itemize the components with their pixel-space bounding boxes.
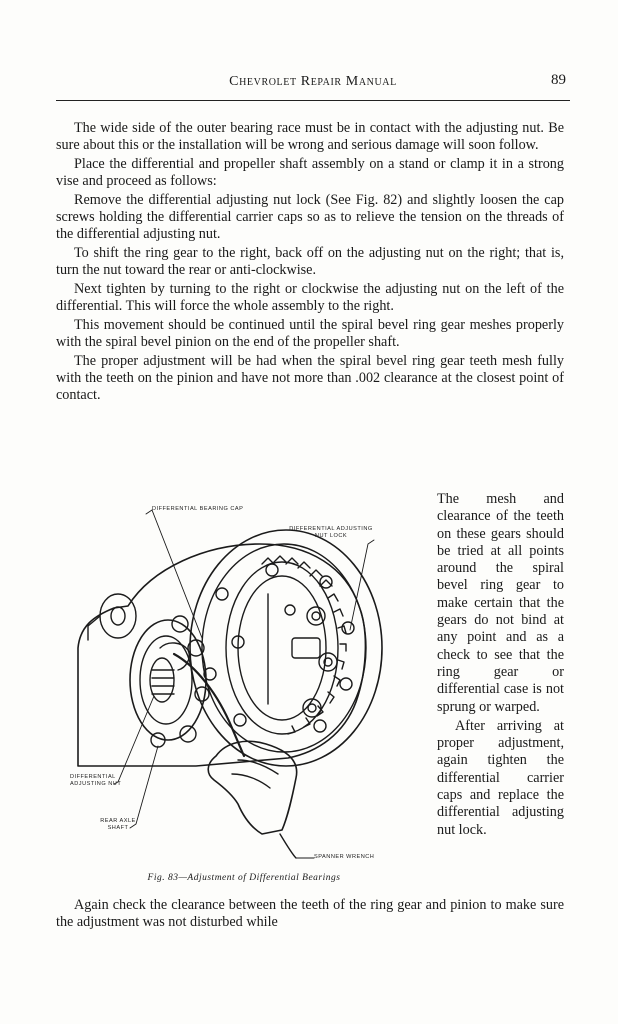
side-paragraph: The mesh and clearance of the teeth on these gears should be tried at all points around the spiral bevel ring gear to make certain that the gears do not bind at any point and as a check to see that the ring gear or differential case is not sprung or warped. xyxy=(437,491,564,715)
figure-83 xyxy=(56,498,432,896)
running-title: Chevrolet Repair Manual xyxy=(229,74,397,89)
closing-text xyxy=(56,897,564,932)
label-nut-lock xyxy=(286,526,376,540)
side-column xyxy=(437,491,564,839)
figure-caption: Fig. 83—Adjustment of Differential Bearings xyxy=(147,873,341,883)
label-rear-axle: REAR AXLE SHAFT xyxy=(100,818,136,831)
paragraph: Again check the clearance between the teeth of the ring gear and pinion to make sure the adjustment was not disturbed while xyxy=(56,897,564,931)
label-bearing-cap: DIFFERENTIAL BEARING CAP xyxy=(152,506,244,512)
label-nut-lock-text: DIFFERENTIAL ADJUSTING NUT LOCK xyxy=(289,526,373,539)
differential-illustration xyxy=(56,498,432,868)
side-paragraph: After arriving at proper adjustment, again tighten the differential carrier caps and replace the differential adjusting nut lock. xyxy=(437,717,564,838)
paragraph: Next tighten by turning to the right or clockwise the adjusting nut on the left of the differential. This will force the whole assembly to the right. xyxy=(56,280,564,315)
paragraph: Remove the differential adjusting nut lock (See Fig. 82) and slightly loosen the cap screws holding the differential carrier caps so as to relieve the tension on the threads of the differential adjusting nut. xyxy=(56,191,564,243)
label-spanner-wrench: SPANNER WRENCH xyxy=(314,854,375,860)
paragraph: To shift the ring gear to the right, back off on the adjusting nut on the right; that is, turn the nut toward the rear or anti-clockwise. xyxy=(56,244,564,279)
page-header xyxy=(56,70,570,101)
body-text xyxy=(56,120,564,406)
paragraph: Place the differential and propeller shaft assembly on a stand or clamp it in a strong vise and proceed as follows: xyxy=(56,155,564,190)
page-number: 89 xyxy=(551,72,566,88)
paragraph: The proper adjustment will be had when the spiral bevel ring gear teeth mesh fully with the teeth on the pinion and have not more than .002 clearance at the closest point of contact. xyxy=(56,352,564,404)
paragraph: The wide side of the outer bearing race must be in contact with the adjusting nut. Be sure about this or the installation will be wrong and serious damage will soon follow. xyxy=(56,120,564,154)
label-adjusting-nut: DIFFERENTIAL ADJUSTING NUT xyxy=(70,774,122,787)
paragraph: This movement should be continued until the spiral bevel ring gear meshes properly with the spiral bevel pinion on the end of the propeller shaft. xyxy=(56,316,564,351)
